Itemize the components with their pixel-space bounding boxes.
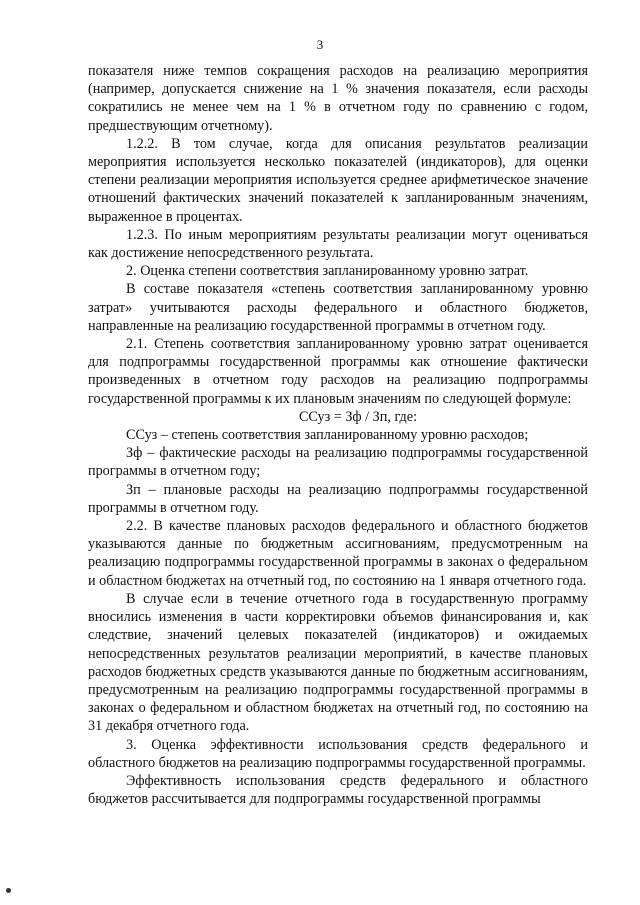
paragraph: показателя ниже темпов сокращения расходов на реализацию мероприятия (например, допускается снижение на 1 % значения показателя, если расходы сократились не менее чем на 1 % в отчетном году по сравнению с годом, предшествующим отчетному). xyxy=(88,63,588,134)
paragraph: 1.2.3. По иным мероприятиям результаты реализации могут оцениваться как достижение непосредственного результата. xyxy=(88,226,588,262)
paragraph: Зп – плановые расходы на реализацию подпрограммы государственной программы в отчетном году. xyxy=(88,481,588,516)
paragraph: ССуз – степень соответствия запланированному уровню расходов; xyxy=(126,427,529,444)
paragraph: Зф – фактические расходы на реализацию подпрограммы государственной программы в отчетном году; xyxy=(88,445,588,480)
formula: ССуз = Зф / Зп, где: xyxy=(298,408,418,425)
paragraph: В составе показателя «степень соответствия запланированному уровню затрат» учитываются расходы федерального и областного бюджетов, направленные на реализацию государственной программы в отчетном году. xyxy=(88,281,588,334)
paragraph: 3. Оценка эффективности использования средств федерального и областного бюджетов на реализацию подпрограммы государственной программы. xyxy=(88,736,588,771)
paragraph: 2.1. Степень соответствия запланированному уровню затрат оценивается для подпрограммы государственной программы как отношение фактически произведенных в отчетном году расходов на реализацию подпрограммы государственной программы к их плановым значениям по следующей формуле: xyxy=(88,336,588,407)
paragraph: 2.2. В качестве плановых расходов федерального и областного бюджетов указываются данные по бюджетным ассигнованиям, предусмотренным на реализацию подпрограммы государственной программы в законах о федеральном и областном бюджетах на отчетный год, по состоянию на 1 января отчетного года. xyxy=(88,518,588,589)
paragraph: Эффективность использования средств федерального и областного бюджетов рассчитывается для подпрограммы государственной программы xyxy=(88,772,588,808)
paragraph: 2. Оценка степени соответствия запланированному уровню затрат. xyxy=(126,263,529,280)
scan-dot-mark xyxy=(6,888,11,893)
body-text xyxy=(88,62,588,808)
page-number: 3 xyxy=(316,37,324,52)
paragraph: В случае если в течение отчетного года в государственную программу вносились изменения в части корректировки объемов финансирования и, как следствие, значений целевых показателей (индикаторов) и ожидаемых непосредственных результатов реализации мероприятий, в качестве плановых расходов бюджетных средств указываются данные по бюджетным ассигнованиям, предусмотренным на реализацию подпрограммы государственной программы в законах о федеральном и областном бюджетах на отчетный год, по состоянию на 31 декабря отчетного года. xyxy=(88,590,588,735)
paragraph: 1.2.2. В том случае, когда для описания результатов реализации мероприятия используется несколько показателей (индикаторов), для оценки степени реализации мероприятия используется среднее арифметическое значение отношений фактических значений показателей к запланированным значениям, выраженное в процентах. xyxy=(88,135,588,225)
